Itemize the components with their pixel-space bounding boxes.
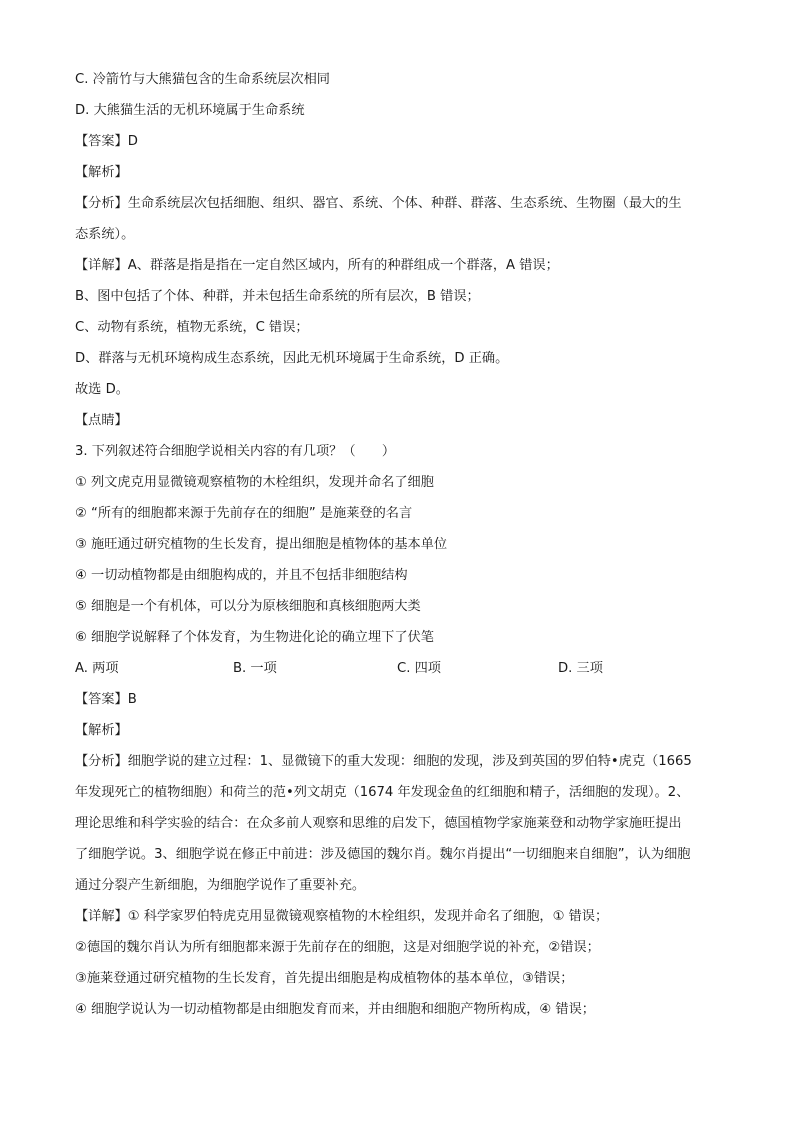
statement-2: ② “所有的细胞都来源于先前存在的细胞” 是施莱登的名言: [75, 506, 413, 521]
detail-2-line-4: ④ 细胞学说认为一切动植物都是由细胞发育而来，并由细胞和细胞产物所构成，④ 错误；: [75, 1002, 595, 1017]
explanation-heading: 【解析】: [75, 165, 128, 180]
question-3-stem: 3. 下列叙述符合细胞学说相关内容的有几项？（ ）: [75, 444, 396, 459]
option-a: A. 两项: [75, 661, 119, 676]
option-d-line: D. 大熊猫生活的无机环境属于生命系统: [75, 103, 305, 118]
detail-2-line-1: 【详解】① 科学家罗伯特虎克用显微镜观察植物的木栓组织，发现并命名了细胞，① 错误；: [75, 909, 609, 924]
option-c: C. 四项: [397, 661, 441, 676]
answer-line-2: 【答案】B: [75, 692, 137, 707]
analysis-2-line-1: 【分析】细胞学说的建立过程：1、显微镜下的重大发现：细胞的发现，涉及到英国的罗伯特•虎克（1665: [75, 754, 692, 769]
detail-line-b: B、图中包括了个体、种群，并未包括生命系统的所有层次，B 错误；: [75, 289, 480, 304]
choice-line: 故选 D。: [75, 382, 129, 397]
option-b: B. 一项: [233, 661, 277, 676]
explanation-heading-2: 【解析】: [75, 723, 128, 738]
analysis-line-1: 【分析】生命系统层次包括细胞、组织、器官、系统、个体、种群、群落、生态系统、生物圈（最大的生: [75, 196, 682, 211]
statement-6: ⑥ 细胞学说解释了个体发育，为生物进化论的确立埋下了伏笔: [75, 630, 434, 645]
answer-options: [75, 653, 725, 684]
statement-3: ③ 施旺通过研究植物的生长发育，提出细胞是植物体的基本单位: [75, 537, 448, 552]
analysis-2-line-4: 了细胞学说。3、细胞学说在修正中前进：涉及德国的魏尔肖。魏尔肖提出“一切细胞来自细胞”，认为细胞: [75, 847, 691, 862]
statement-1: ① 列文虎克用显微镜观察植物的木栓组织，发现并命名了细胞: [75, 475, 434, 490]
detail-line-c: C、动物有系统，植物无系统，C 错误；: [75, 320, 309, 335]
answer-line: 【答案】D: [75, 134, 138, 149]
detail-2-line-3: ③施莱登通过研究植物的生长发育，首先提出细胞是构成植物体的基本单位，③错误；: [75, 971, 574, 986]
analysis-2-line-2: 年发现死亡的植物细胞）和荷兰的范•列文胡克（1674 年发现金鱼的红细胞和精子，活细胞的发现）。2、: [75, 785, 690, 800]
analysis-line-2: 态系统）。: [75, 227, 135, 242]
detail-line-a: 【详解】A、群落是指是指在一定自然区域内，所有的种群组成一个群落，A 错误；: [75, 258, 559, 273]
analysis-2-line-5: 通过分裂产生新细胞，为细胞学说作了重要补充。: [75, 878, 366, 893]
option-d: D. 三项: [558, 661, 603, 676]
analysis-2-line-3: 理论思维和科学实验的结合：在众多前人观察和思维的启发下，德国植物学家施莱登和动物学家施旺提出: [75, 816, 682, 831]
detail-line-d: D、群落与无机环境构成生态系统，因此无机环境属于生命系统，D 正确。: [75, 351, 509, 366]
document-body: [75, 64, 725, 1025]
statement-4: ④ 一切动植物都是由细胞构成的，并且不包括非细胞结构: [75, 568, 408, 583]
option-c-line: C. 冷箭竹与大熊猫包含的生命系统层次相同: [75, 72, 330, 87]
comment-heading: 【点睛】: [75, 413, 128, 428]
detail-2-line-2: ②德国的魏尔肖认为所有细胞都来源于先前存在的细胞，这是对细胞学说的补充，②错误；: [75, 940, 600, 955]
statement-5: ⑤ 细胞是一个有机体，可以分为原核细胞和真核细胞两大类: [75, 599, 421, 614]
